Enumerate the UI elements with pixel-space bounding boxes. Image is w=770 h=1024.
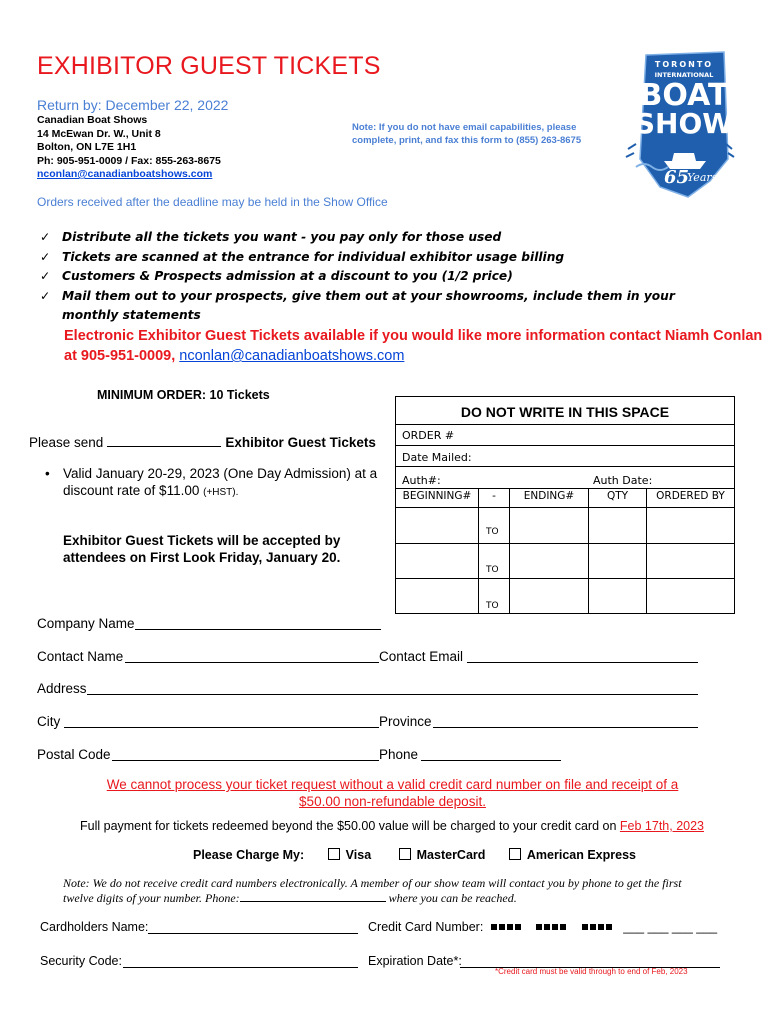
logo-text: INTERNATIONAL	[654, 71, 714, 79]
office-cell	[395, 507, 479, 544]
contact-email-label: Contact Email	[379, 649, 464, 664]
amex-option[interactable]: American Express	[509, 848, 636, 862]
checkbox[interactable]	[328, 848, 340, 860]
electronic-tickets-note: Electronic Exhibitor Guest Tickets available if you would like more information contact Niamh Conlan at 905-951-0009, nconlan@canadianboatshows.com	[64, 328, 763, 364]
phone-contact-note: Note: We do not receive credit card numbers electronically. A member of our show team will contact you by phone to get the first twelve digits of your number. Phone: where you can be reached.	[63, 876, 682, 905]
contact-name-label: Contact Name	[37, 649, 124, 664]
address-field[interactable]	[87, 694, 698, 695]
column-header: -	[478, 488, 510, 508]
mastercard-option[interactable]: MasterCard	[399, 848, 486, 862]
logo-text: Years	[687, 171, 718, 184]
card-type-row: Please Charge My: Visa MasterCard American Express	[193, 848, 636, 862]
return-by-date: Return by: December 22, 2022	[37, 97, 229, 113]
auth-cell: Auth#: Auth Date:	[395, 466, 735, 508]
office-cell	[646, 543, 735, 579]
last-digits-field[interactable]: ___ ___ ___ ___	[623, 920, 718, 934]
fax-note: Note: If you do not have email capabilities, please complete, print, and fax this form to (855) 263-8675	[352, 122, 582, 146]
list-item: ✓ Customers & Prospects admission at a discount to you (1/2 price)	[40, 267, 740, 287]
contact-name-field[interactable]	[125, 662, 379, 663]
expiration-note: *Credit card must be valid through to end of Feb, 2023	[495, 967, 688, 976]
deadline-note: Orders received after the deadline may be held in the Show Office	[37, 195, 388, 209]
province-label: Province	[379, 714, 432, 729]
address-line: Canadian Boat Shows	[37, 114, 148, 126]
contact-email-field[interactable]	[467, 662, 698, 663]
benefits-list	[40, 228, 740, 326]
checkbox[interactable]	[399, 848, 411, 860]
office-cell	[395, 543, 479, 579]
office-use-title: DO NOT WRITE IN THIS SPACE	[395, 396, 735, 424]
office-cell	[509, 543, 589, 579]
company-field[interactable]	[135, 629, 381, 630]
mailing-address	[37, 114, 221, 182]
visa-option[interactable]: Visa	[328, 848, 372, 862]
logo-text: SHOW	[634, 107, 734, 140]
first-look-note: Exhibitor Guest Tickets will be accepted by attendees on First Look Friday, January 20.	[63, 533, 341, 565]
logo-text: 65	[664, 167, 690, 188]
city-label: City	[37, 714, 61, 729]
office-cell: TO	[478, 578, 510, 614]
phone-field[interactable]	[421, 760, 561, 761]
address-line: Ph: 905-951-0009 / Fax: 855-263-8675	[37, 154, 221, 167]
office-cell	[509, 578, 589, 614]
address-line: 14 McEwan Dr. W., Unit 8	[37, 127, 161, 140]
charge-date: Feb 17th, 2023	[619, 819, 705, 833]
list-item: ✓ Mail them out to your prospects, give them out at your showrooms, include them in your monthly statements	[40, 287, 740, 326]
postal-code-label: Postal Code	[37, 747, 111, 762]
logo-text: BOAT	[639, 78, 729, 113]
email-link[interactable]: nconlan@canadianboatshows.com	[37, 168, 213, 180]
ticket-quantity-field[interactable]	[107, 434, 221, 447]
note-phone-field[interactable]	[240, 891, 386, 902]
credit-card-number-row: Credit Card Number: ___ ___ ___ ___	[368, 920, 718, 934]
masked-digits	[582, 920, 614, 934]
contact-email-link[interactable]: nconlan@canadianboatshows.com	[179, 348, 405, 364]
office-cell	[588, 507, 647, 544]
date-mailed-cell: Date Mailed:	[395, 445, 735, 467]
city-field[interactable]	[64, 727, 379, 728]
postal-code-field[interactable]	[112, 760, 379, 761]
checkmark-icon: ✓	[40, 288, 51, 303]
checkmark-icon: ✓	[40, 230, 51, 244]
ticket-quantity-row: Please send Exhibitor Guest Tickets	[29, 435, 376, 450]
company-label: Company Name	[37, 616, 135, 631]
province-field[interactable]	[433, 727, 698, 728]
expiration-label: Expiration Date*:	[368, 954, 462, 968]
column-header: QTY	[588, 488, 647, 508]
office-cell	[588, 543, 647, 579]
order-number-cell: ORDER #	[395, 424, 735, 446]
validity-note: • Valid January 20-29, 2023 (One Day Admission) at a discount rate of $11.00 (+HST).	[45, 466, 378, 498]
cardholder-field[interactable]	[148, 933, 358, 934]
address-label: Address	[37, 681, 87, 696]
office-cell: TO	[478, 543, 510, 579]
office-cell: TO	[478, 507, 510, 544]
masked-digits	[491, 920, 523, 934]
security-code-label: Security Code:	[40, 954, 122, 968]
list-item: ✓ Distribute all the tickets you want - you pay only for those used	[40, 228, 740, 248]
credit-card-warning: We cannot process your ticket request without a valid credit card number on file and receipt of a $50.00 non-refundable deposit.	[106, 777, 679, 809]
minimum-order: MINIMUM ORDER: 10 Tickets	[97, 388, 270, 402]
full-payment-note: Full payment for tickets redeemed beyond the $50.00 value will be charged to your credit card on Feb 17th, 2023	[80, 819, 705, 833]
logo-text: TORONTO	[654, 60, 714, 69]
column-header: ENDING#	[509, 488, 589, 508]
column-header: ORDERED BY	[646, 488, 735, 508]
column-header: BEGINNING#	[395, 488, 479, 508]
office-cell	[588, 578, 647, 614]
checkmark-icon: ✓	[40, 249, 51, 264]
checkbox[interactable]	[509, 848, 521, 860]
office-cell	[646, 507, 735, 544]
boat-show-logo	[624, 49, 736, 204]
page-title: EXHIBITOR GUEST TICKETS	[37, 52, 381, 80]
security-code-field[interactable]	[123, 967, 358, 968]
list-item: ✓ Tickets are scanned at the entrance for individual exhibitor usage billing	[40, 248, 740, 268]
address-line: Bolton, ON L7E 1H1	[37, 141, 137, 153]
phone-label: Phone	[379, 747, 419, 762]
office-cell	[646, 578, 735, 614]
masked-digits	[536, 920, 568, 934]
checkmark-icon: ✓	[40, 269, 51, 283]
office-cell	[395, 578, 479, 614]
office-cell	[509, 507, 589, 544]
cardholder-label: Cardholders Name:	[40, 920, 149, 934]
